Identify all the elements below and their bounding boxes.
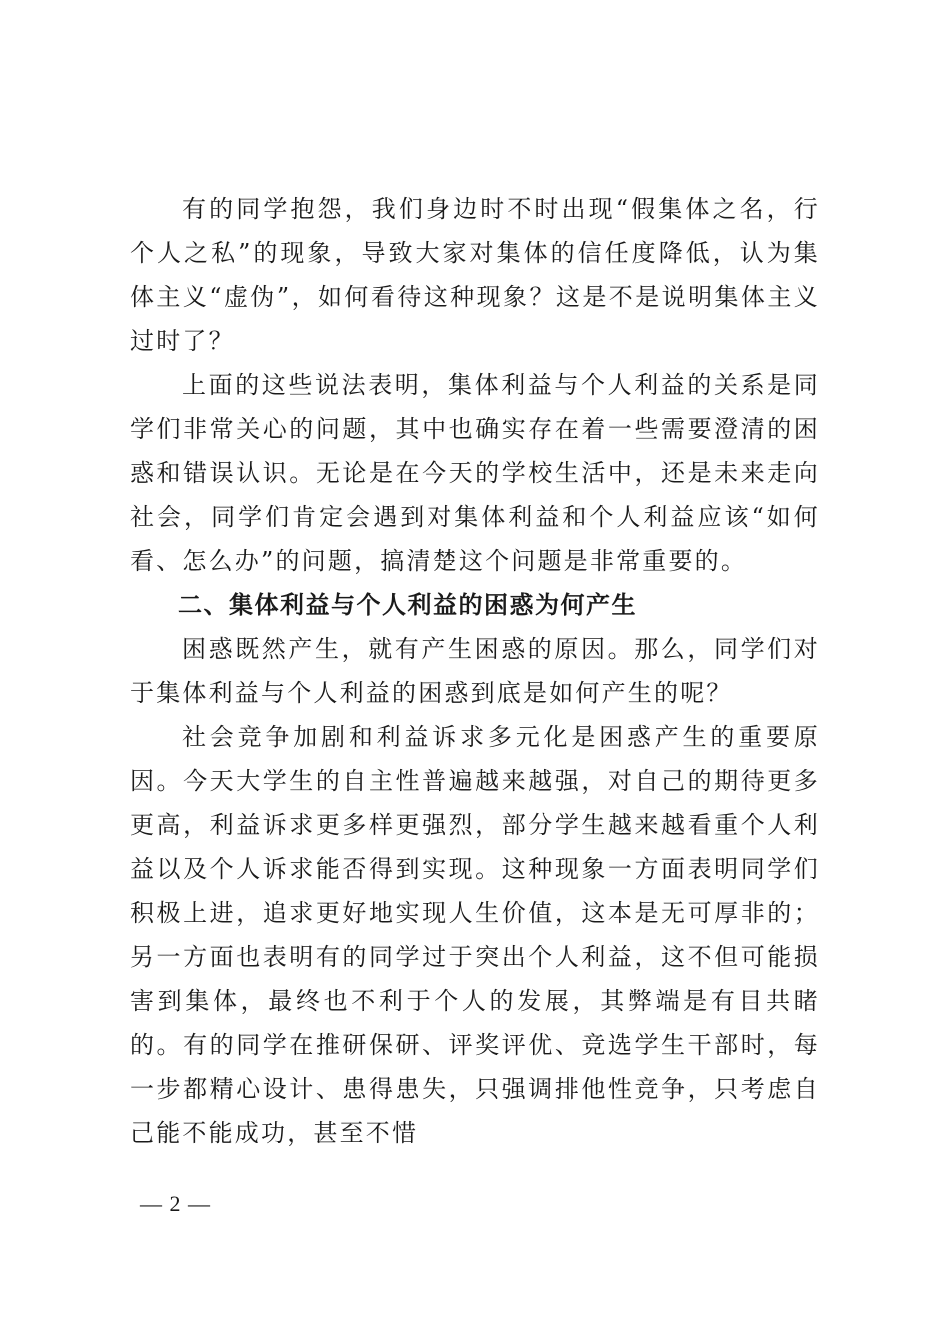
section-heading: 二、集体利益与个人利益的困惑为何产生 (178, 591, 637, 619)
document-body (130, 187, 820, 1155)
page-number: — 2 — (140, 1191, 211, 1216)
paragraph-3: 困惑既然产生，就有产生困惑的原因。那么，同学们对于集体利益与个人利益的困惑到底是如何产生的呢？ (130, 635, 820, 707)
paragraph-2: 上面的这些说法表明，集体利益与个人利益的关系是同学们非常关心的问题，其中也确实存在着一些需要澄清的困惑和错误认识。无论是在今天的学校生活中，还是未来走向社会，同学们肯定会遇到对集体利益和个人利益应该“如何看、怎么办”的问题，搞清楚这个问题是非常重要的。 (130, 371, 820, 575)
paragraph-4: 社会竞争加剧和利益诉求多元化是困惑产生的重要原因。今天大学生的自主性普遍越来越强，对自己的期待更多更高，利益诉求更多样更强烈，部分学生越来越看重个人利益以及个人诉求能否得到实现。这种现象一方面表明同学们积极上进，追求更好地实现人生价值，这本是无可厚非的；另一方面也表明有的同学过于突出个人利益，这不但可能损害到集体，最终也不利于个人的发展，其弊端是有目共睹的。有的同学在推研保研、评奖评优、竞选学生干部时，每一步都精心设计、患得患失，只强调排他性竞争，只考虑自己能不能成功，甚至不惜 (130, 723, 820, 1147)
paragraph-1: 有的同学抱怨，我们身边时不时出现“假集体之名，行个人之私”的现象，导致大家对集体的信任度降低，认为集体主义“虚伪”，如何看待这种现象？这是不是说明集体主义过时了？ (130, 195, 820, 355)
